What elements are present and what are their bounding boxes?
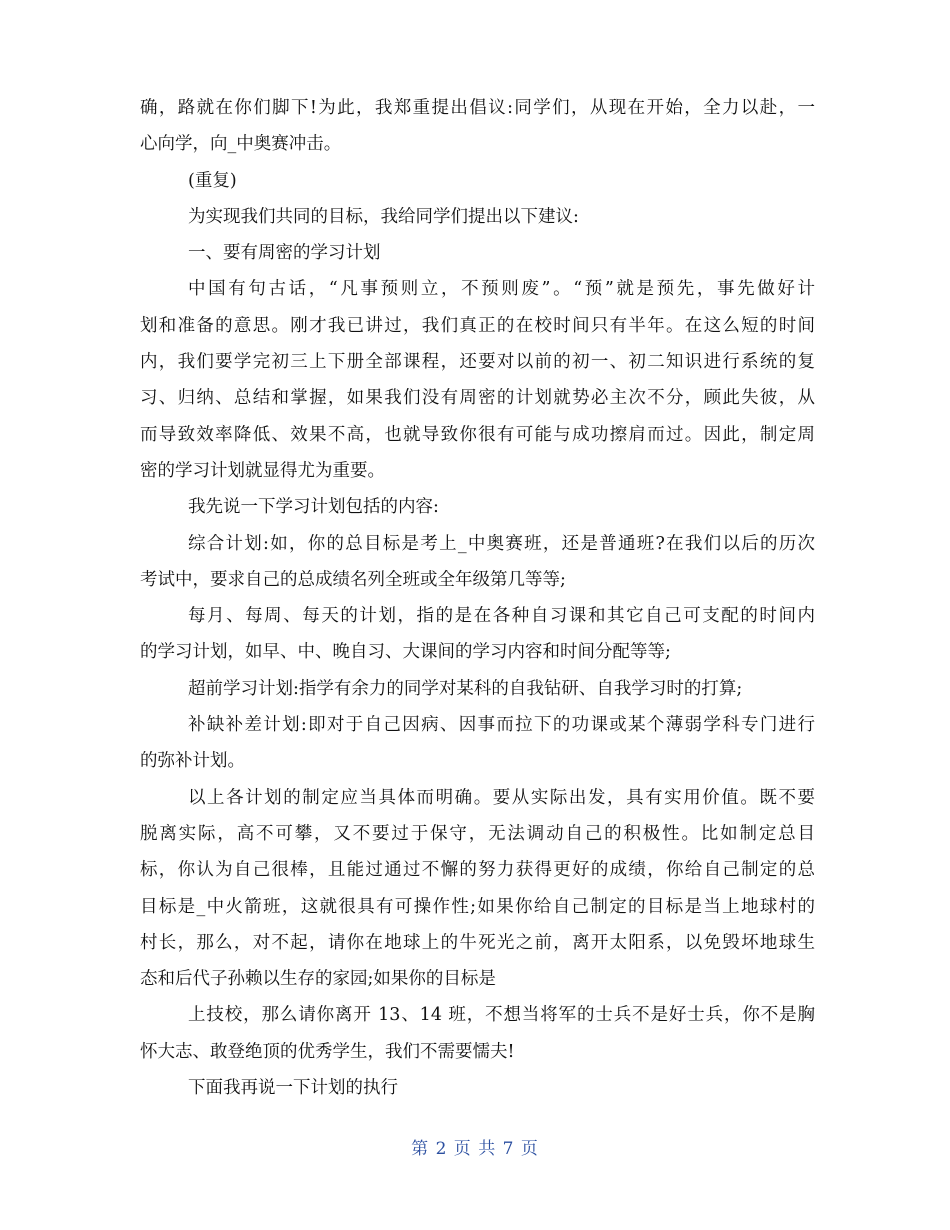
text-line: 的弥补计划。 xyxy=(140,751,245,772)
text-line: 村长，那么，对不起，请你在地球上的牛死光之前，离开太阳系，以免毁坏地球生 xyxy=(140,932,815,953)
text-line: 中国有句古话，“凡事预则立，不预则废”。“预”就是预先，事先做好计 xyxy=(188,279,815,300)
text-line: 每月、每周、每天的计划，指的是在各种自习课和其它自己可支配的时间内 xyxy=(188,606,815,627)
text-line: 目标是_中火箭班，这就很具有可操作性;如果你给自己制定的目标是当上地球村的 xyxy=(140,896,815,917)
text-line: 下面我再说一下计划的执行 xyxy=(188,1078,398,1099)
text-line: 怀大志、敢登绝顶的优秀学生，我们不需要懦夫! xyxy=(140,1041,515,1062)
text-line: 我先说一下学习计划包括的内容: xyxy=(188,497,439,518)
text-line: 而导致效率降低、效果不高，也就导致你很有可能与成功擦肩而过。因此，制定周 xyxy=(140,424,815,445)
text-line: 划和准备的意思。刚才我已讲过，我们真正的在校时间只有半年。在这么短的时间 xyxy=(140,315,815,336)
text-line: 综合计划:如，你的总目标是考上_中奥赛班，还是普通班?在我们以后的历次 xyxy=(188,533,815,554)
text-line: 超前学习计划:指学有余力的同学对某科的自我钻研、自我学习时的打算; xyxy=(188,678,743,699)
text-line: 一、要有周密的学习计划 xyxy=(188,243,381,264)
text-line: 密的学习计划就显得尤为重要。 xyxy=(140,460,385,481)
page-footer: 第 2 页 共 7 页 xyxy=(411,1139,539,1159)
text-line: 标，你认为自己很棒，且能过通过不懈的努力获得更好的成绩，你给自己制定的总 xyxy=(140,860,815,881)
text-line: 补缺补差计划:即对于自己因病、因事而拉下的功课或某个薄弱学科专门进行 xyxy=(188,715,815,736)
text-line: (重复) xyxy=(188,170,237,191)
text-line: 上技校，那么请你离开 13、14 班，不想当将军的士兵不是好士兵，你不是胸 xyxy=(188,1005,815,1026)
text-line: 脱离实际，高不可攀，又不要过于保守，无法调动自己的积极性。比如制定总目 xyxy=(140,823,815,844)
text-line: 习、归纳、总结和掌握，如果我们没有周密的计划就势必主次不分，顾此失彼，从 xyxy=(140,388,815,409)
text-line: 确，路就在你们脚下!为此，我郑重提出倡议:同学们，从现在开始，全力以赴，一 xyxy=(140,98,815,118)
text-line: 的学习计划，如早、中、晚自习、大课间的学习内容和时间分配等等; xyxy=(140,642,671,663)
document-body xyxy=(140,90,815,1106)
text-line: 心向学，向_中奥赛冲击。 xyxy=(140,134,342,155)
text-line: 以上各计划的制定应当具体而明确。要从实际出发，具有实用价值。既不要 xyxy=(188,787,815,808)
text-line: 态和后代子孙赖以生存的家园;如果你的目标是 xyxy=(140,969,496,990)
text-line: 考试中，要求自己的总成绩名列全班或全年级第几等等; xyxy=(140,569,566,590)
body-text xyxy=(140,90,815,1106)
text-line: 内，我们要学完初三上下册全部课程，还要对以前的初一、初二知识进行系统的复 xyxy=(140,352,815,373)
text-line: 为实现我们共同的目标，我给同学们提出以下建议: xyxy=(188,206,579,227)
